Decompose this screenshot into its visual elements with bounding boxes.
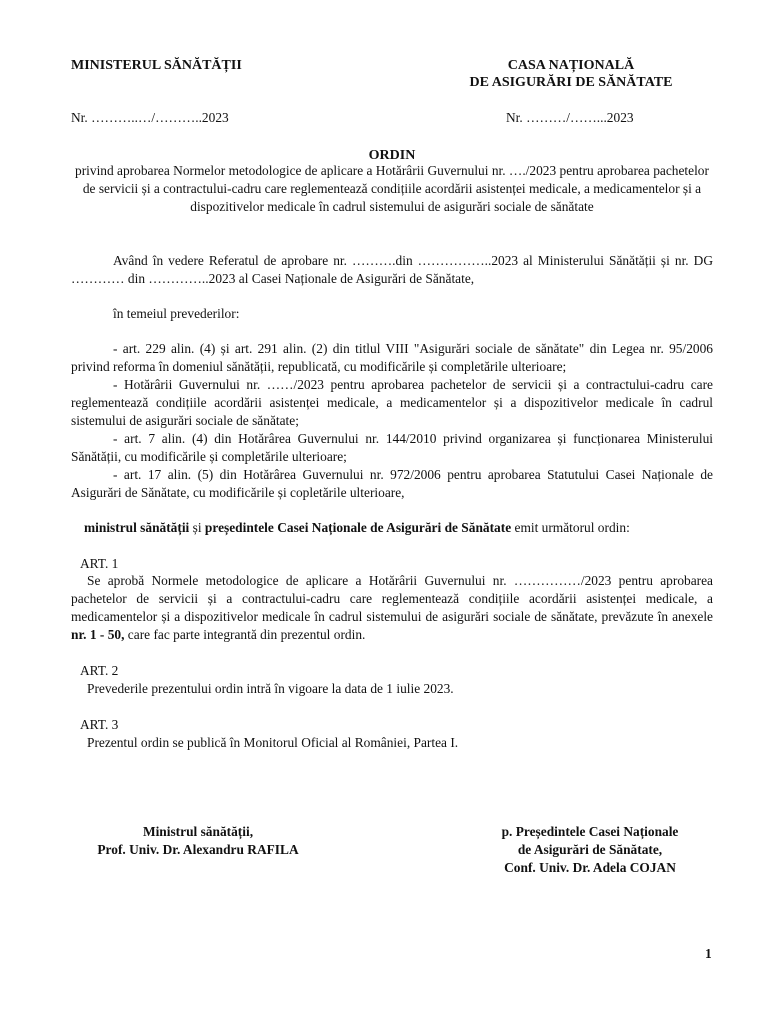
article-1-text-end: care fac parte integrantă din prezentul ordin. [124,627,366,642]
document-title: ORDIN [368,148,416,163]
signature-president-title: p. Președintele Casei Naționale [501,824,679,839]
issuer-rest: emit următorul ordin: [511,520,630,535]
issuer-minister: ministrul sănătății [84,520,190,535]
issuer-president: președintele Casei Naționale de Asigurări de Sănătate [204,520,512,535]
article-1-text [71,572,713,644]
left-institution: MINISTERUL SĂNĂTĂȚII [71,58,242,73]
document-subtitle: privind aprobarea Normelor metodologice de aplicare a Hotărârii Guvernului nr. …./2023 pentru aprobarea pachetelor de servicii și a contractului-cadru care reglementează condițiile acordării asistenței medicale, a medicamentelor și a dispozitivelor medicale în cadrul sistemului de asigurări sociale de sănătate [75,163,709,214]
provisions-list [71,340,713,502]
signature-president [440,823,740,877]
right-institution-line1: CASA NAȚIONALĂ [507,58,635,73]
article-3-label: ART. 3 [80,717,119,732]
article-3-text: Prezentul ordin se publică în Monitorul Oficial al României, Partea I. [87,735,459,750]
provision-item: - Hotărârii Guvernului nr. ……/2023 pentru aprobarea pachetelor de servicii și a contractului-cadru care reglementează condițiile acordării asistenței medicale, a medicamentelor și a dispozitivelor medicale în cadrul sistemului de asigurări sociale de sănătate; [71,377,713,428]
right-registration-number: Nr. ………/……...2023 [506,110,634,125]
article-1-annex-range: nr. 1 - 50, [71,627,125,642]
issuer-conjunction: și [189,520,205,535]
article-2-text: Prevederile prezentului ordin intră în vigoare la data de 1 iulie 2023. [87,681,454,696]
signature-president-name: Conf. Univ. Dr. Adela COJAN [504,860,676,875]
article-1-label: ART. 1 [80,556,119,571]
signature-president-institution: de Asigurări de Sănătate, [517,842,663,857]
signature-minister-title: Ministrul sănătății, [142,824,254,839]
signature-minister-name: Prof. Univ. Dr. Alexandru RAFILA [97,842,299,857]
provision-item: - art. 17 alin. (5) din Hotărârea Guvernului nr. 972/2006 pentru aprobarea Statutului Casei Naționale de Asigurări de Sănătate, cu modificările și copletările ulterioare, [71,467,713,500]
article-1-text-main: Se aprobă Normele metodologice de aplicare a Hotărârii Guvernului nr. ……………/2023 pentru aprobarea pachetelor de servicii și a contractului-cadru care reglementează condițiile acordării asistenței medicale, a medicamentelor și a dispozitivelor medicale în cadrul sistemului de asigurări sociale de sănătate, prevăzute în anexele [71,573,713,624]
article-2-label: ART. 2 [80,663,119,678]
right-institution-line2: DE ASIGURĂRI DE SĂNĂTATE [469,75,673,90]
left-registration-number: Nr. ………..…/………..2023 [71,110,229,125]
right-institution [420,57,722,91]
signature-minister [60,823,336,859]
legal-basis-intro: în temeiul prevederilor: [113,306,240,321]
intro-paragraph: Având în vedere Referatul de aprobare nr. ……….din ……………..2023 al Ministerului Sănătății și nr. DG ………… din …………..2023 al Casei Naționale de Asigurări de Sănătate, [71,253,713,286]
provision-item: - art. 7 alin. (4) din Hotărârea Guvernului nr. 144/2010 privind organizarea și funcționarea Ministerului Sănătății, cu modificările și completările ulterioare; [71,431,713,464]
provision-item: - art. 229 alin. (4) și art. 291 alin. (2) din titlul VIII "Asigurări sociale de sănătate" din Legea nr. 95/2006 privind reforma în domeniul sănătății, republicată, cu modificările și completările ulterioare; [71,341,713,374]
issuers-paragraph [84,519,724,537]
page-number: 1 [705,946,712,961]
